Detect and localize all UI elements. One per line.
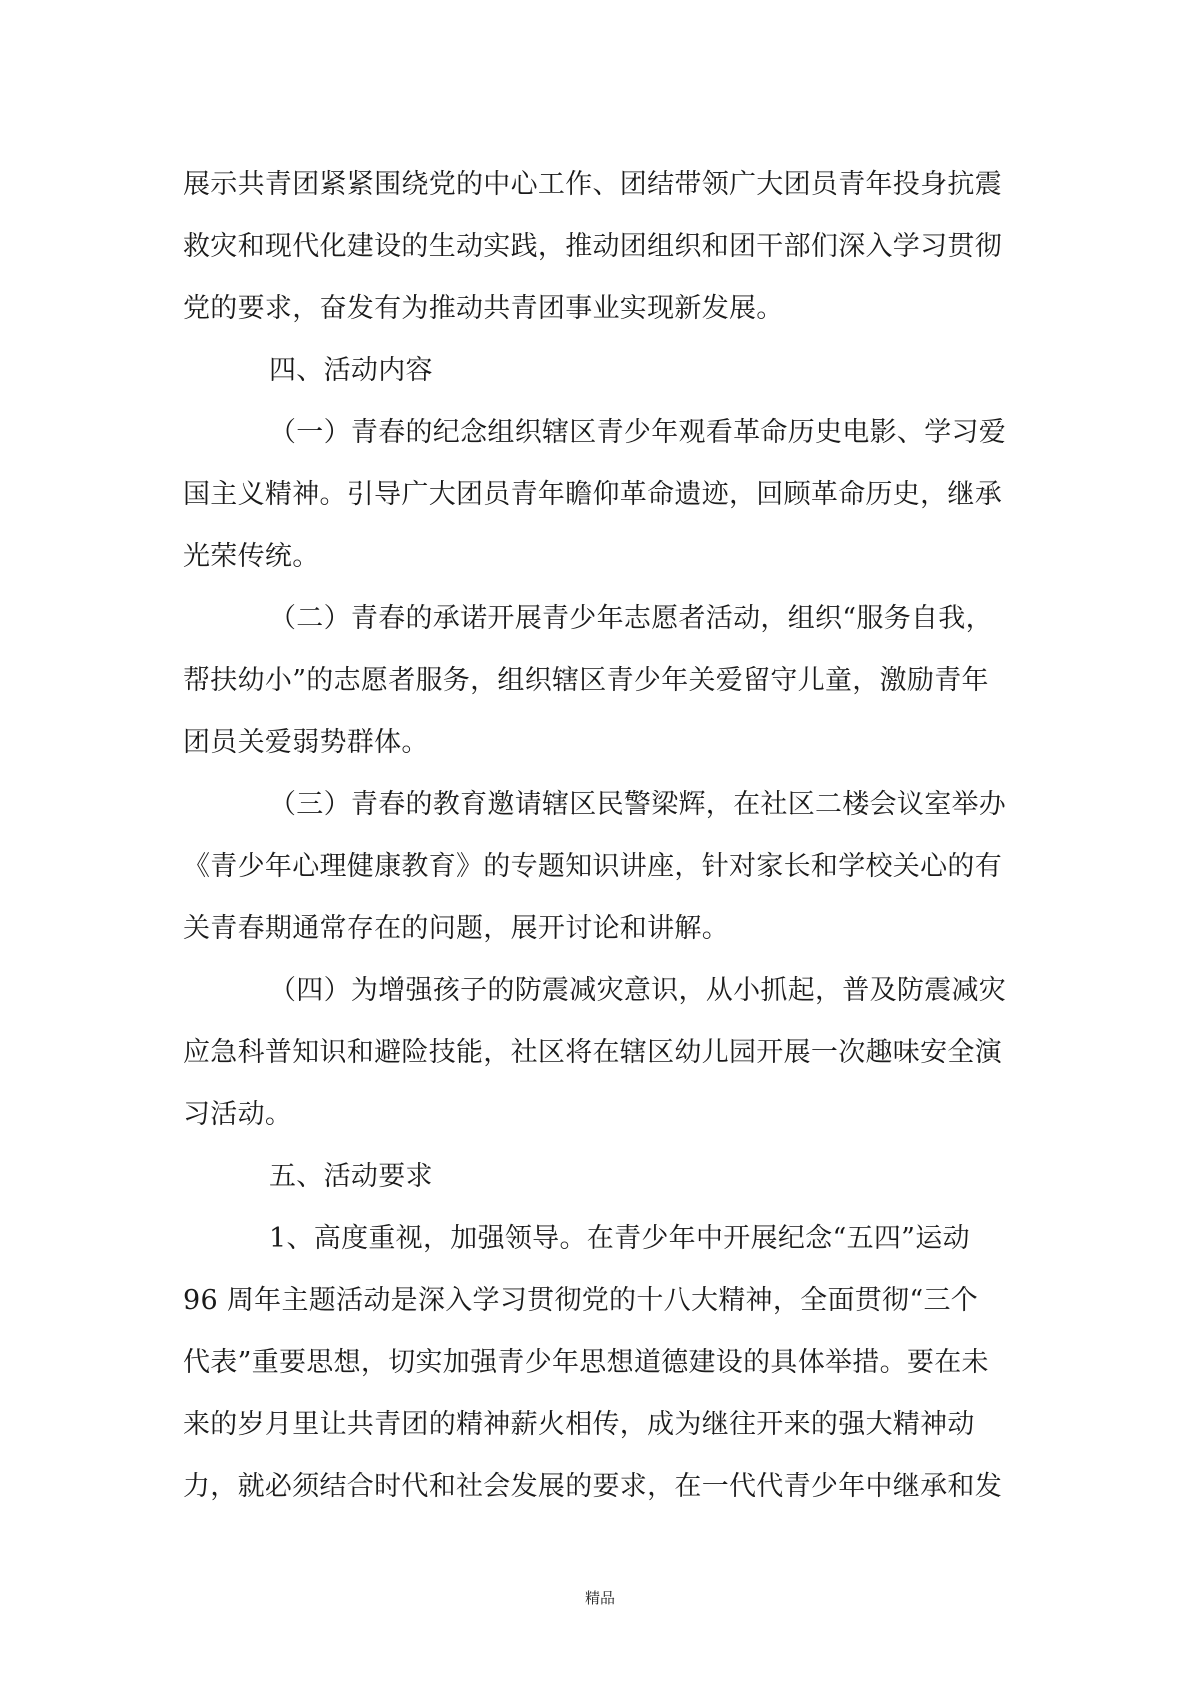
text-line: 力，就必须结合时代和社会发展的要求，在一代代青少年中继承和发 xyxy=(183,1471,1002,1502)
text-line: （一）青春的纪念组织辖区青少年观看革命历史电影、学习爱 xyxy=(269,417,1007,448)
page-footer: 精品 xyxy=(584,1589,615,1607)
text-line: 96 周年主题活动是深入学习贯彻党的十八大精神，全面贯彻“三个 xyxy=(183,1285,979,1316)
text-line: 四、活动内容 xyxy=(269,355,433,386)
text-line: 应急科普知识和避险技能，社区将在辖区幼儿园开展一次趣味安全演 xyxy=(183,1037,1002,1068)
text-line: 《青少年心理健康教育》的专题知识讲座，针对家长和学校关心的有 xyxy=(183,851,1002,882)
text-line: （三）青春的教育邀请辖区民警梁辉，在社区二楼会议室举办 xyxy=(269,789,1007,820)
text-line: 五、活动要求 xyxy=(269,1161,433,1192)
text-line: （四）为增强孩子的防震减灾意识，从小抓起，普及防震减灾 xyxy=(269,975,1007,1006)
text-line: 光荣传统。 xyxy=(183,541,320,572)
text-line: 团员关爱弱势群体。 xyxy=(183,727,429,758)
text-line: 党的要求，奋发有为推动共青团事业实现新发展。 xyxy=(183,293,784,324)
text-line: 1、高度重视，加强领导。在青少年中开展纪念“五四”运动 xyxy=(269,1223,970,1254)
text-line: （二）青春的承诺开展青少年志愿者活动，组织“服务自我， xyxy=(269,603,993,634)
text-line: 救灾和现代化建设的生动实践，推动团组织和团干部们深入学习贯彻 xyxy=(183,231,1002,262)
text-line: 国主义精神。引导广大团员青年瞻仰革命遗迹，回顾革命历史，继承 xyxy=(183,479,1002,510)
document-body xyxy=(183,154,1023,1518)
text-line: 习活动。 xyxy=(183,1099,293,1130)
text-line: 关青春期通常存在的问题，展开讨论和讲解。 xyxy=(183,913,729,944)
text-line: 展示共青团紧紧围绕党的中心工作、团结带领广大团员青年投身抗震 xyxy=(183,169,1002,200)
text-line: 来的岁月里让共青团的精神薪火相传，成为继往开来的强大精神动 xyxy=(183,1409,975,1440)
text-line: 代表”重要思想，切实加强青少年思想道德建设的具体举措。要在未 xyxy=(183,1347,989,1378)
text-line: 帮扶幼小”的志愿者服务，组织辖区青少年关爱留守儿童，激励青年 xyxy=(183,665,989,696)
